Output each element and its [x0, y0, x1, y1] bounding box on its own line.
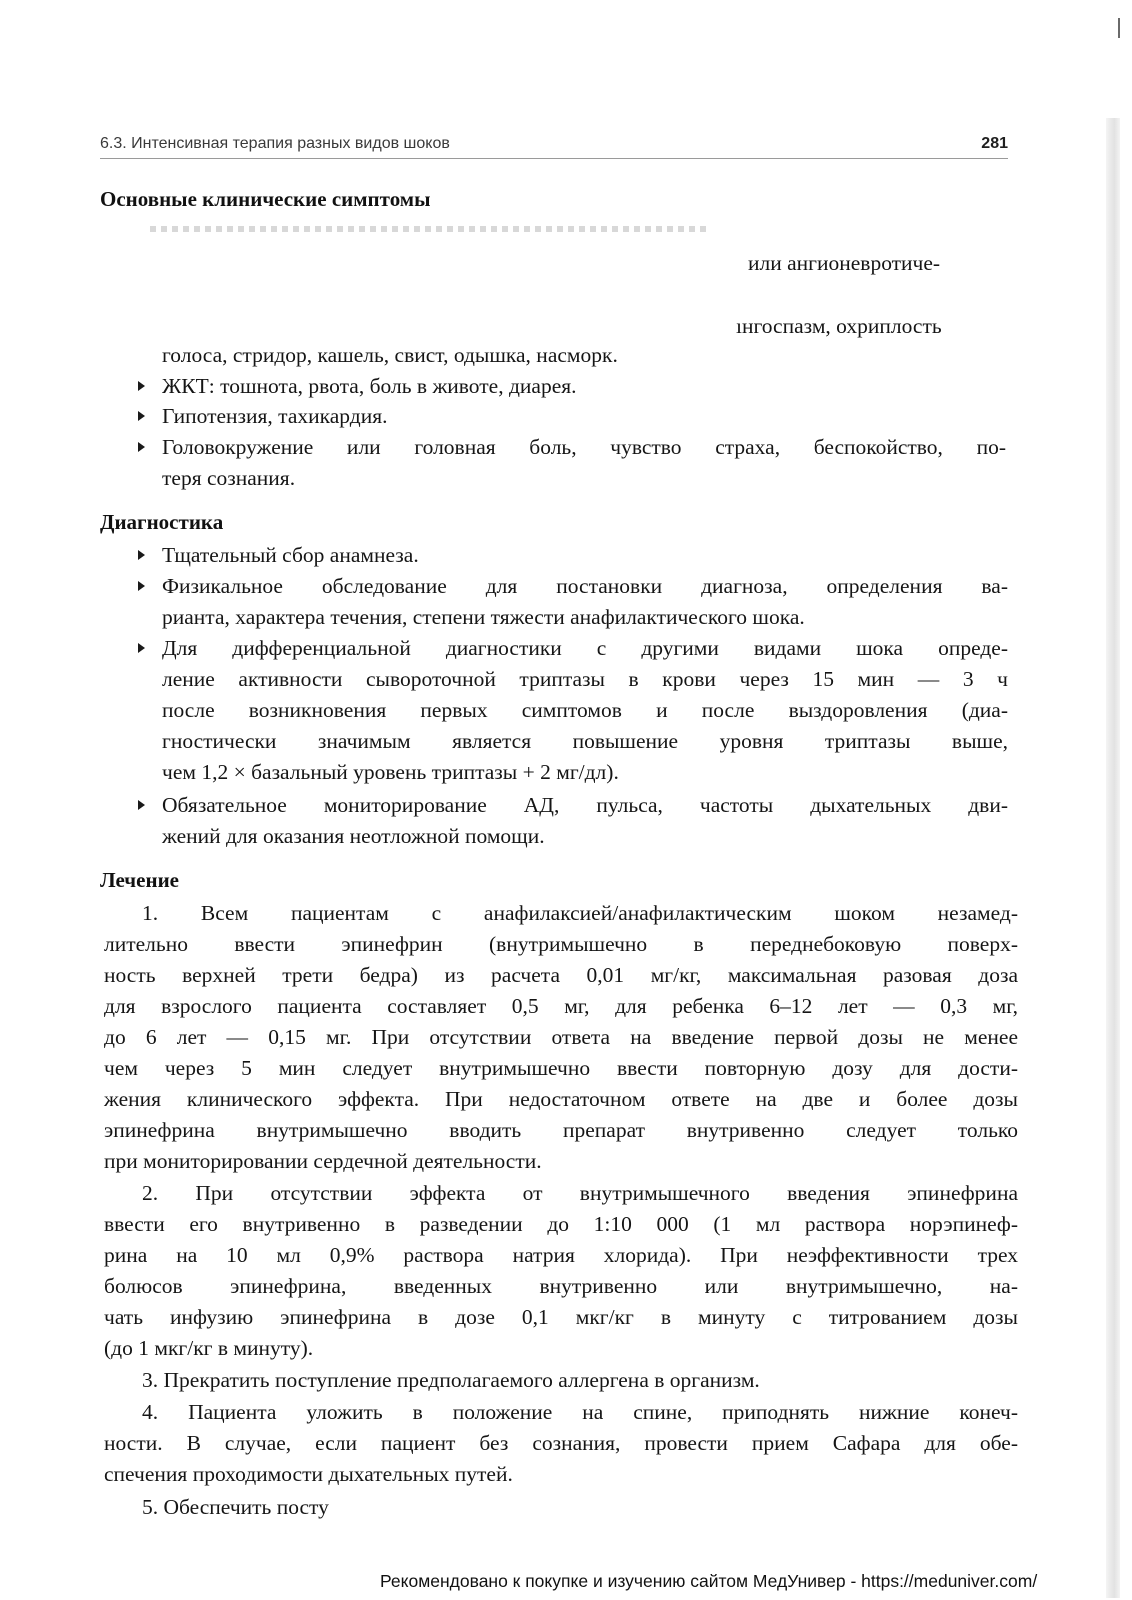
treatment-heading: Лечение: [100, 868, 179, 892]
diagnostics-heading: Диагностика: [100, 510, 224, 534]
treatment-line: жения клинического эффекта. При недостаточном ответе на две и более дозы: [104, 1087, 1018, 1111]
treatment-line: рина на 10 мл 0,9% раствора натрия хлорида). При неэффективности трех: [104, 1243, 1018, 1267]
symptoms-fragment-1: или ангионевротиче-: [748, 251, 941, 275]
diagnostics-item-continued: рианта, характера течения, степени тяжести анафилактического шока.: [162, 605, 805, 629]
symptom-item: ЖКТ: тошнота, рвота, боль в животе, диарея.: [162, 374, 577, 398]
diagnostics-item-continued: после возникновения первых симптомов и после выздоровления (диа-: [162, 698, 1008, 722]
bullet-icon: [138, 411, 145, 421]
bullet-icon: [138, 643, 145, 653]
treatment-line: чать инфузию эпинефрина в дозе 0,1 мкг/кг в минуту с титрованием дозы: [104, 1305, 1018, 1329]
bullet-icon: [138, 381, 145, 391]
treatment-line: чем через 5 мин следует внутримышечно ввести повторную дозу для дости-: [104, 1056, 1018, 1080]
diagnostics-item: Для дифференциальной диагностики с другими видами шока опреде-: [162, 636, 1008, 660]
treatment-line: (до 1 мкг/кг в минуту).: [104, 1336, 314, 1360]
diagnostics-item: Физикальное обследование для постановки диагноза, определения ва-: [162, 574, 1008, 598]
edge-mark: [1118, 18, 1120, 38]
diagnostics-item-continued: жений для оказания неотложной помощи.: [162, 824, 545, 848]
footer-recommendation: Рекомендовано к покупке и изучению сайтом МедУнивер - https://meduniver.com/: [380, 1571, 1038, 1591]
diagnostics-item-continued: гностически значимым является повышение уровня триптазы выше,: [162, 729, 1008, 753]
symptom-item: Головокружение или головная боль, чувство страха, беспокойство, по-: [162, 435, 1006, 459]
symptoms-line: голоса, стридор, кашель, свист, одышка, насморк.: [162, 343, 618, 367]
treatment-line: ности. В случае, если пациент без сознания, провести прием Сафара для обе-: [104, 1431, 1018, 1455]
treatment-line: 4. Пациента уложить в положение на спине, приподнять нижние конеч-: [142, 1400, 1018, 1424]
treatment-line: 2. При отсутствии эффекта от внутримышечного введения эпинефрина: [142, 1181, 1018, 1205]
treatment-line: болюсов эпинефрина, введенных внутривенно или внутримышечно, на-: [104, 1274, 1018, 1298]
treatment-line: до 6 лет — 0,15 мг. При отсутствии ответа на введение первой дозы не менее: [104, 1025, 1018, 1049]
bullet-icon: [138, 800, 145, 810]
bullet-icon: [138, 442, 145, 452]
treatment-line: 5. Обеспечить посту: [142, 1495, 329, 1519]
treatment-line: ввести его внутривенно в разведении до 1:10 000 (1 мл раствора норэпинеф-: [104, 1212, 1018, 1236]
symptom-item: Гипотензия, тахикардия.: [162, 404, 388, 428]
treatment-line: при мониторировании сердечной деятельности.: [104, 1149, 542, 1173]
running-header-title: 6.3. Интенсивная терапия разных видов шоков: [100, 135, 450, 152]
treatment-line: 1. Всем пациентам с анафилаксией/анафилактическим шоком незамед-: [142, 901, 1018, 925]
symptoms-heading: Основные клинические симптомы: [100, 187, 431, 211]
header-rule: [100, 158, 1008, 159]
diagnostics-item-continued: ление активности сывороточной триптазы в крови через 15 мин — 3 ч: [162, 667, 1008, 691]
symptoms-fragment-2: ıнгоспазм, охриплость: [736, 314, 942, 338]
treatment-line: ность верхней трети бедра) из расчета 0,01 мг/кг, максимальная разовая доза: [104, 963, 1018, 987]
diagnostics-item: Тщательный сбор анамнеза.: [162, 543, 419, 567]
page-number: 281: [981, 135, 1008, 152]
diagnostics-item: Обязательное мониторирование АД, пульса, частоты дыхательных дви-: [162, 793, 1008, 817]
diagnostics-item-continued: чем 1,2 × базальный уровень триптазы + 2 мг/дл).: [162, 760, 619, 784]
obscured-text-strip: [150, 226, 710, 232]
page-edge-shadow: [1106, 118, 1120, 1598]
treatment-line: спечения проходимости дыхательных путей.: [104, 1462, 513, 1486]
treatment-line: для взрослого пациента составляет 0,5 мг, для ребенка 6–12 лет — 0,3 мг,: [104, 994, 1018, 1018]
treatment-line: лительно ввести эпинефрин (внутримышечно в переднебоковую поверх-: [104, 932, 1018, 956]
treatment-line: эпинефрина внутримышечно вводить препарат внутривенно следует только: [104, 1118, 1018, 1142]
bullet-icon: [138, 550, 145, 560]
symptom-item-continued: теря сознания.: [162, 466, 296, 490]
treatment-line: 3. Прекратить поступление предполагаемого аллергена в организм.: [142, 1368, 760, 1392]
bullet-icon: [138, 581, 145, 591]
